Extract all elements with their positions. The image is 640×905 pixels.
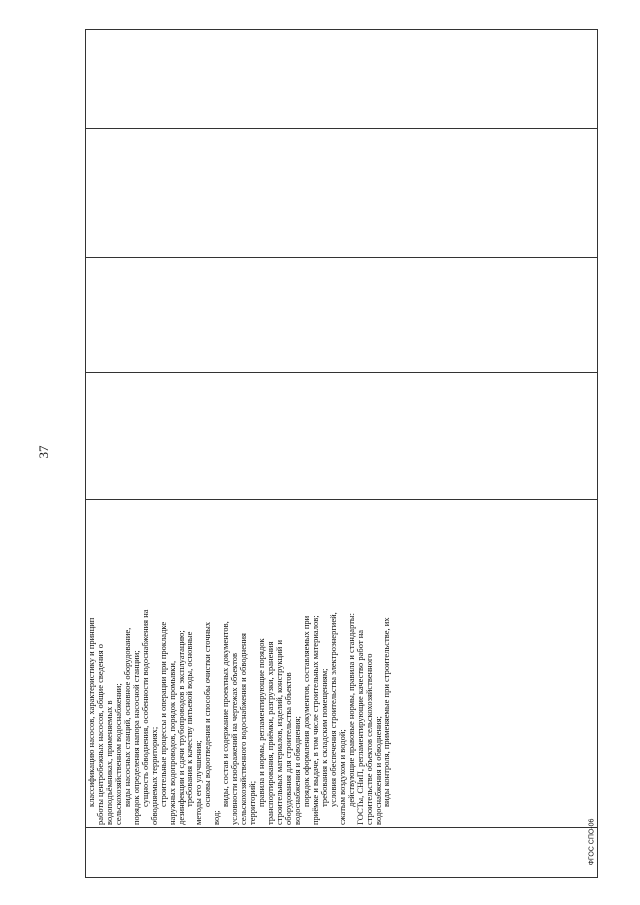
content-line: сельскохозяйственного водоснабжения и обводнения xyxy=(238,633,249,825)
table-column-content xyxy=(86,499,597,827)
content-line: правила и нормы, регламентирующие порядок xyxy=(256,638,267,807)
table-grid xyxy=(85,29,598,878)
content-line: виды насосных станций, основное оборудование, xyxy=(121,627,132,807)
content-text xyxy=(86,500,391,827)
content-line: ГОСТы, СНиП, регламентирующие качество работ на xyxy=(354,629,365,825)
content-line: сущность обводнения, особенности водоснабжения на xyxy=(139,609,150,807)
content-line: транспортирования, приёмки, разгрузки, хранения xyxy=(265,641,276,825)
content-line: методы его улучшения; xyxy=(193,740,204,825)
table-column-hours xyxy=(86,372,597,499)
footer-code xyxy=(588,818,596,866)
content-line: водоподъёмниках, применяемых в xyxy=(103,700,114,825)
content-line: наружных водопроводов, порядок промывки, xyxy=(166,660,177,825)
table-column-discipline xyxy=(86,257,597,372)
content-line: водоснабжения и обводнения; xyxy=(372,716,383,825)
content-line: обводняемых территориях; xyxy=(148,726,159,825)
content-line: строительстве объектов сельскохозяйственного xyxy=(363,653,374,825)
content-line: условия обеспечения строительства электроэнергией, xyxy=(327,612,338,807)
footer-code-text: ФГОС СПО-06 xyxy=(588,818,596,866)
content-line: действующие правовые нормы, правила и стандарты: xyxy=(345,613,356,807)
content-line: работы центробежных насосов, общие сведения о xyxy=(94,643,105,825)
content-line: порядок определения напора насосной станции; xyxy=(130,650,141,825)
table-column-code xyxy=(86,827,597,877)
content-line: сжатым воздухом и водой; xyxy=(336,729,347,825)
content-line: требования к складским помещениям; xyxy=(318,668,329,807)
content-line: водоснабжения и обводнения; xyxy=(291,716,302,825)
content-line: дезинфекции и сдачи трубопроводов в эксплуатацию; xyxy=(175,630,186,825)
content-line: оборудования для строительства объектов xyxy=(282,672,293,825)
content-line: территорий; xyxy=(247,780,258,825)
content-line: приёмке и выдаче, в том числе строительных материалов; xyxy=(309,615,320,825)
content-line: строительные процессы и операции при прокладке xyxy=(157,621,168,807)
page-number xyxy=(36,445,51,459)
content-line: виды, состав и содержание проектных документов, xyxy=(220,621,231,807)
page-number-text: 37 xyxy=(36,445,51,459)
content-line: основы водоотведения и способы очистки сточных xyxy=(202,621,213,807)
content-line: сельскохозяйственном водоснабжении; xyxy=(112,683,123,825)
content-line: строительных материалов, изделий, конструкций и xyxy=(274,639,285,825)
content-line: порядок оформления документов, составляемых при xyxy=(300,615,311,807)
content-line: виды контроля, применяемые при строительстве, их xyxy=(381,617,392,807)
content-line: вод; xyxy=(211,810,222,825)
content-line: условности изображений на чертежах объектов xyxy=(229,652,240,825)
table-column-extra xyxy=(86,30,597,128)
requirements-table xyxy=(85,29,598,878)
table-column-competencies xyxy=(86,128,597,257)
content-line: классификацию насосов, характеристику и принцип xyxy=(86,617,96,807)
content-line: требования к качеству питьевой воды, основные xyxy=(184,631,195,807)
